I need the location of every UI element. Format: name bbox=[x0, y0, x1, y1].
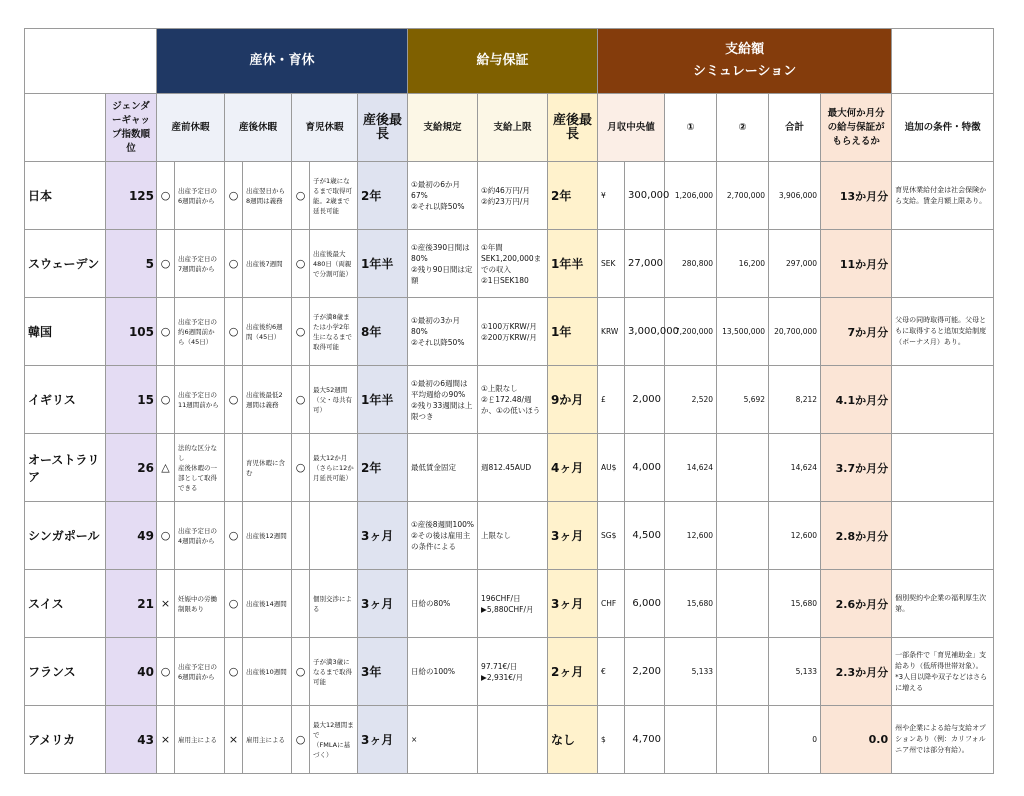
cell-cur: KRW bbox=[598, 298, 625, 366]
cell-max2: 9か月 bbox=[548, 366, 598, 434]
cell-max: 3ヶ月 bbox=[358, 570, 408, 638]
cell-v2: 13,500,000 bbox=[717, 298, 769, 366]
cell-post: 育児休暇に含む bbox=[243, 434, 292, 502]
cell-cc-mark: ○ bbox=[292, 298, 310, 366]
cell-cc: 子が満3歳になるまで取得可能 bbox=[310, 638, 358, 706]
cell-total: 5,133 bbox=[769, 638, 821, 706]
blank-notes-head bbox=[892, 29, 994, 94]
cell-cc: 子が満8歳または小学2年生になるまで取得可能 bbox=[310, 298, 358, 366]
cell-pre-mark: ○ bbox=[157, 366, 175, 434]
cell-cc-mark: ○ bbox=[292, 638, 310, 706]
cell-post-mark: ○ bbox=[225, 570, 243, 638]
cell-cc: 最大52週間（父・母共有可） bbox=[310, 366, 358, 434]
cell-post: 出産後12週間 bbox=[243, 502, 292, 570]
cell-cc-mark: ○ bbox=[292, 230, 310, 298]
cell-max: 3年 bbox=[358, 638, 408, 706]
cell-rule: ①最初の6週間は平均週給の90% ②残り33週間は上限つき bbox=[408, 366, 478, 434]
cell-v2 bbox=[717, 570, 769, 638]
cell-country: スイス bbox=[25, 570, 106, 638]
header-median-income: 月収中央値 bbox=[598, 94, 665, 162]
cell-max: 2年 bbox=[358, 434, 408, 502]
cell-v1: 1,206,000 bbox=[665, 162, 717, 230]
cell-notes: 州や企業による給与支給オプションあり（例：カリフォルニア州では部分有給）。 bbox=[892, 706, 994, 774]
cell-notes: 一部条件で「育児補助金」支給あり（低所得世帯対象）。*3人目以降や双子などはさらに増える bbox=[892, 638, 994, 706]
cell-total: 15,680 bbox=[769, 570, 821, 638]
cell-income: 300,000 bbox=[625, 162, 665, 230]
cell-post-mark: ○ bbox=[225, 298, 243, 366]
cell-rule: 日給の80% bbox=[408, 570, 478, 638]
cell-cc: 子が1歳になるまで取得可能。2歳まで延長可能 bbox=[310, 162, 358, 230]
cell-country: 日本 bbox=[25, 162, 106, 230]
cell-v1: 7,200,000 bbox=[665, 298, 717, 366]
header-childcare: 育児休暇 bbox=[292, 94, 358, 162]
cell-pre: 出産予定日の6週間前から bbox=[175, 162, 225, 230]
header-pay-cap: 支給上限 bbox=[478, 94, 548, 162]
cell-cc-mark: ○ bbox=[292, 434, 310, 502]
cell-pre: 出産予定日の約6週間前から（45日） bbox=[175, 298, 225, 366]
header-col2: ② bbox=[717, 94, 769, 162]
cell-country: イギリス bbox=[25, 366, 106, 434]
column-header-row bbox=[25, 94, 994, 162]
cell-pre: 妊娠中の労働制限あり bbox=[175, 570, 225, 638]
cell-post: 雇用主による bbox=[243, 706, 292, 774]
group-benefit-label: 給与保証 bbox=[476, 53, 529, 68]
cell-v1: 280,800 bbox=[665, 230, 717, 298]
group-sim-line1: 支給額 bbox=[725, 42, 765, 57]
cell-months: 2.3か月分 bbox=[821, 638, 892, 706]
cell-income: 2,200 bbox=[625, 638, 665, 706]
cell-income: 4,500 bbox=[625, 502, 665, 570]
cell-cc: 個別交渉による bbox=[310, 570, 358, 638]
cell-pre-mark: ○ bbox=[157, 162, 175, 230]
table-row bbox=[25, 502, 994, 570]
cell-months: 3.7か月分 bbox=[821, 434, 892, 502]
cell-cur: € bbox=[598, 638, 625, 706]
header-total: 合計 bbox=[769, 94, 821, 162]
cell-post-mark bbox=[225, 434, 243, 502]
cell-v2 bbox=[717, 434, 769, 502]
header-postnatal: 産後休暇 bbox=[225, 94, 292, 162]
cell-pre: 法的な区分なし 産後休暇の一部として取得できる bbox=[175, 434, 225, 502]
cell-pre-mark: ○ bbox=[157, 230, 175, 298]
cell-max2: 1年半 bbox=[548, 230, 598, 298]
cell-months: 7か月分 bbox=[821, 298, 892, 366]
cell-pre-mark: ○ bbox=[157, 298, 175, 366]
cell-rank: 21 bbox=[106, 570, 157, 638]
cell-max2: 4ヶ月 bbox=[548, 434, 598, 502]
cell-post: 出産後14週間 bbox=[243, 570, 292, 638]
group-sim-line2: シミュレーション bbox=[692, 64, 797, 79]
cell-cc bbox=[310, 502, 358, 570]
cell-post-mark: ○ bbox=[225, 638, 243, 706]
cell-cc-mark: ○ bbox=[292, 366, 310, 434]
cell-cap: ①100万KRW/月 ②200万KRW/月 bbox=[478, 298, 548, 366]
blank-country-head bbox=[25, 94, 106, 162]
cell-v1: 5,133 bbox=[665, 638, 717, 706]
cell-country: アメリカ bbox=[25, 706, 106, 774]
cell-pre: 雇用主による bbox=[175, 706, 225, 774]
cell-notes bbox=[892, 434, 994, 502]
cell-pre: 出産予定日の7週間前から bbox=[175, 230, 225, 298]
blank-corner bbox=[25, 29, 157, 94]
cell-v2 bbox=[717, 638, 769, 706]
cell-rank: 40 bbox=[106, 638, 157, 706]
cell-post: 出産後7週間 bbox=[243, 230, 292, 298]
cell-cur: $ bbox=[598, 706, 625, 774]
cell-country: シンガポール bbox=[25, 502, 106, 570]
cell-cc-mark: ○ bbox=[292, 706, 310, 774]
header-max-pay: 産後最長 bbox=[548, 94, 598, 162]
cell-months: 2.6か月分 bbox=[821, 570, 892, 638]
cell-post: 出産後最低2週間は義務 bbox=[243, 366, 292, 434]
cell-cap: 97.71€/日 ▶2,931€/月 bbox=[478, 638, 548, 706]
cell-country: フランス bbox=[25, 638, 106, 706]
cell-cur: SG$ bbox=[598, 502, 625, 570]
cell-months: 0.0 bbox=[821, 706, 892, 774]
cell-total: 12,600 bbox=[769, 502, 821, 570]
cell-max2: 3ヶ月 bbox=[548, 570, 598, 638]
cell-max: 3ヶ月 bbox=[358, 502, 408, 570]
cell-v1 bbox=[665, 706, 717, 774]
cell-cap: 上限なし bbox=[478, 502, 548, 570]
cell-rank: 26 bbox=[106, 434, 157, 502]
cell-pre: 出産予定日の4週間前から bbox=[175, 502, 225, 570]
cell-pre-mark: △ bbox=[157, 434, 175, 502]
cell-v2: 2,700,000 bbox=[717, 162, 769, 230]
cell-cc-mark: ○ bbox=[292, 162, 310, 230]
cell-months: 2.8か月分 bbox=[821, 502, 892, 570]
cell-rank: 49 bbox=[106, 502, 157, 570]
cell-rule: 日給の100% bbox=[408, 638, 478, 706]
cell-max2: 3ヶ月 bbox=[548, 502, 598, 570]
cell-pre-mark: ○ bbox=[157, 502, 175, 570]
cell-income: 4,700 bbox=[625, 706, 665, 774]
cell-post-mark: ○ bbox=[225, 230, 243, 298]
cell-v2: 5,692 bbox=[717, 366, 769, 434]
cell-income: 2,000 bbox=[625, 366, 665, 434]
leave-comparison-table bbox=[24, 28, 994, 774]
cell-cap: ①年間SEK1,200,000までの収入 ②1日SEK180 bbox=[478, 230, 548, 298]
cell-total: 14,624 bbox=[769, 434, 821, 502]
cell-post-mark: ○ bbox=[225, 162, 243, 230]
group-leave-label: 産休・育休 bbox=[249, 53, 315, 68]
group-simulation bbox=[598, 29, 892, 94]
cell-country: オーストラリア bbox=[25, 434, 106, 502]
cell-total: 20,700,000 bbox=[769, 298, 821, 366]
header-months: 最大何か月分の給与保証がもらえるか bbox=[821, 94, 892, 162]
cell-cap: 週812.45AUD bbox=[478, 434, 548, 502]
cell-max: 1年半 bbox=[358, 230, 408, 298]
group-header-row bbox=[25, 29, 994, 94]
group-leave bbox=[157, 29, 408, 94]
cell-post-mark: ○ bbox=[225, 502, 243, 570]
cell-v2: 16,200 bbox=[717, 230, 769, 298]
cell-notes: 育児休業給付金は社会保険から支給。賃金月額上限あり。 bbox=[892, 162, 994, 230]
cell-rule: 最低賃金固定 bbox=[408, 434, 478, 502]
cell-rule: ①産後8週間100% ②その後は雇用主の条件による bbox=[408, 502, 478, 570]
cell-v2 bbox=[717, 706, 769, 774]
cell-max: 3ヶ月 bbox=[358, 706, 408, 774]
header-max-leave: 産後最長 bbox=[358, 94, 408, 162]
cell-rule: × bbox=[408, 706, 478, 774]
cell-pre-mark: × bbox=[157, 706, 175, 774]
cell-income: 27,000 bbox=[625, 230, 665, 298]
cell-post-mark: ○ bbox=[225, 366, 243, 434]
cell-income: 3,000,000 bbox=[625, 298, 665, 366]
cell-cc: 出産後最大480日（両親で分割可能） bbox=[310, 230, 358, 298]
cell-country: スウェーデン bbox=[25, 230, 106, 298]
cell-v1: 14,624 bbox=[665, 434, 717, 502]
cell-cur: AU$ bbox=[598, 434, 625, 502]
cell-v1: 2,520 bbox=[665, 366, 717, 434]
cell-max2: なし bbox=[548, 706, 598, 774]
cell-pre: 出産予定日の11週間前から bbox=[175, 366, 225, 434]
cell-cc: 最大12週間まで （FMLAに基づく） bbox=[310, 706, 358, 774]
cell-cc-mark bbox=[292, 570, 310, 638]
header-prenatal: 産前休暇 bbox=[157, 94, 225, 162]
cell-v1: 12,600 bbox=[665, 502, 717, 570]
cell-rank: 43 bbox=[106, 706, 157, 774]
header-pay-rule: 支給規定 bbox=[408, 94, 478, 162]
table-row bbox=[25, 230, 994, 298]
cell-total: 8,212 bbox=[769, 366, 821, 434]
cell-max: 2年 bbox=[358, 162, 408, 230]
cell-cur: ¥ bbox=[598, 162, 625, 230]
cell-max2: 2年 bbox=[548, 162, 598, 230]
cell-rank: 15 bbox=[106, 366, 157, 434]
cell-post: 出産後約6週間（45日） bbox=[243, 298, 292, 366]
cell-cur: CHF bbox=[598, 570, 625, 638]
cell-notes bbox=[892, 366, 994, 434]
table-row bbox=[25, 570, 994, 638]
cell-post-mark: × bbox=[225, 706, 243, 774]
header-gender-gap: ジェンダーギャップ指数順位 bbox=[106, 94, 157, 162]
cell-max2: 1年 bbox=[548, 298, 598, 366]
cell-rule: ①産後390日間は80% ②残り90日間は定額 bbox=[408, 230, 478, 298]
cell-country: 韓国 bbox=[25, 298, 106, 366]
cell-pre: 出産予定日の6週間前から bbox=[175, 638, 225, 706]
table-row bbox=[25, 638, 994, 706]
cell-months: 4.1か月分 bbox=[821, 366, 892, 434]
cell-rule: ①最初の6か月67% ②それ以降50% bbox=[408, 162, 478, 230]
group-benefit bbox=[408, 29, 598, 94]
cell-income: 4,000 bbox=[625, 434, 665, 502]
cell-post: 出産後10週間 bbox=[243, 638, 292, 706]
table-row bbox=[25, 434, 994, 502]
table-row bbox=[25, 366, 994, 434]
cell-rank: 5 bbox=[106, 230, 157, 298]
cell-cc-mark bbox=[292, 502, 310, 570]
cell-cap bbox=[478, 706, 548, 774]
cell-v2 bbox=[717, 502, 769, 570]
cell-cap: 196CHF/日 ▶5,880CHF/月 bbox=[478, 570, 548, 638]
cell-notes bbox=[892, 502, 994, 570]
cell-pre-mark: ○ bbox=[157, 638, 175, 706]
cell-total: 3,906,000 bbox=[769, 162, 821, 230]
cell-months: 13か月分 bbox=[821, 162, 892, 230]
cell-notes: 個別契約や企業の福利厚生次第。 bbox=[892, 570, 994, 638]
cell-cap: ①上限なし ②￡172.48/週か、①の低いほう bbox=[478, 366, 548, 434]
cell-notes bbox=[892, 230, 994, 298]
cell-rank: 105 bbox=[106, 298, 157, 366]
table-row bbox=[25, 298, 994, 366]
cell-cap: ①約46万円/月 ②約23万円/月 bbox=[478, 162, 548, 230]
header-notes: 追加の条件・特徴 bbox=[892, 94, 994, 162]
cell-total: 297,000 bbox=[769, 230, 821, 298]
cell-v1: 15,680 bbox=[665, 570, 717, 638]
cell-income: 6,000 bbox=[625, 570, 665, 638]
cell-rule: ①最初の3か月80% ②それ以降50% bbox=[408, 298, 478, 366]
cell-cc: 最大12か月（さらに12か月延長可能） bbox=[310, 434, 358, 502]
cell-rank: 125 bbox=[106, 162, 157, 230]
cell-total: 0 bbox=[769, 706, 821, 774]
cell-cur: SEK bbox=[598, 230, 625, 298]
cell-pre-mark: × bbox=[157, 570, 175, 638]
table-row bbox=[25, 706, 994, 774]
cell-months: 11か月分 bbox=[821, 230, 892, 298]
cell-cur: £ bbox=[598, 366, 625, 434]
cell-max2: 2ヶ月 bbox=[548, 638, 598, 706]
table-row bbox=[25, 162, 994, 230]
cell-notes: 父母の同時取得可能。父母ともに取得すると追加支給制度（ボーナス月）あり。 bbox=[892, 298, 994, 366]
header-col1: ① bbox=[665, 94, 717, 162]
cell-max: 8年 bbox=[358, 298, 408, 366]
cell-max: 1年半 bbox=[358, 366, 408, 434]
cell-post: 出産翌日から8週間は義務 bbox=[243, 162, 292, 230]
